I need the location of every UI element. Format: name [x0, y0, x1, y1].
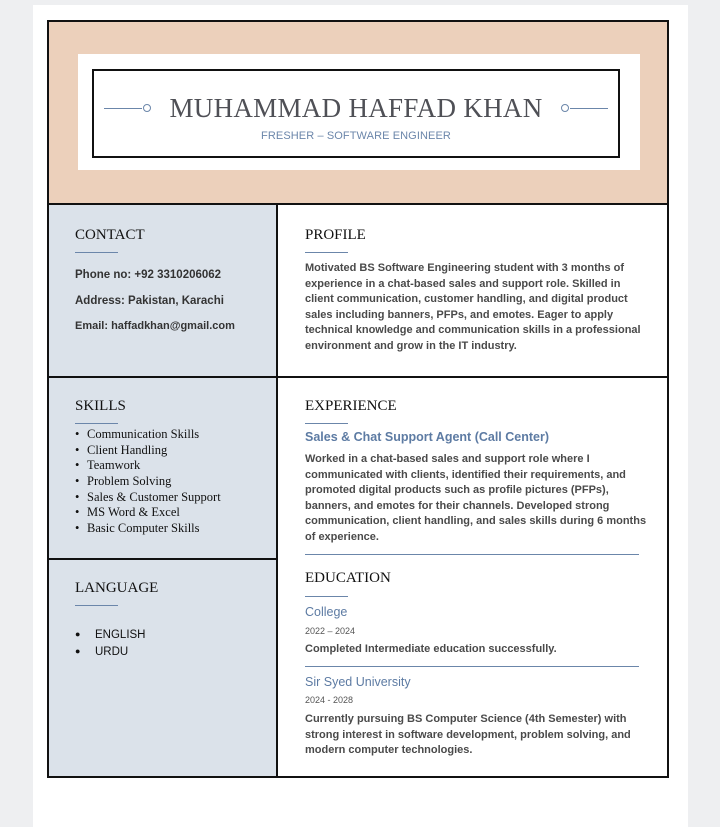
candidate-name: MUHAMMAD HAFFAD KHAN: [169, 93, 543, 123]
skill-item: • MS Word & Excel: [75, 505, 221, 521]
header-card: [78, 54, 640, 170]
education-school-dates: 2024 - 2028: [305, 695, 354, 705]
skill-item: • Teamwork: [75, 458, 221, 474]
resume-page: [33, 5, 688, 827]
education-title: EDUCATION: [305, 570, 391, 586]
education-title-rule: [305, 596, 348, 597]
contact-address: Address: Pakistan, Karachi: [75, 295, 224, 307]
experience-text: Worked in a chat-based sales and support role where I communicated with clients, identified their requirements, and promoted digital products such as profile pictures (PFPs), banners, and emotes for their channels. Developed strong communication, client handling, and sales skills during 6 months of experience.: [305, 453, 647, 543]
contact-email: Email: haffadkhan@gmail.com: [75, 320, 235, 332]
language-title-rule: [75, 605, 118, 606]
resume-frame: [47, 20, 669, 778]
education-school-dates: 2022 – 2024: [305, 626, 356, 636]
skills-title-rule: [75, 423, 118, 424]
skill-item: • Problem Solving: [75, 474, 221, 490]
name-frame: [92, 69, 620, 158]
education-divider: [305, 666, 639, 667]
experience-title: EXPERIENCE: [305, 398, 397, 414]
skill-item: • Communication Skills: [75, 427, 221, 443]
language-title: LANGUAGE: [75, 580, 159, 596]
skills-title: SKILLS: [75, 398, 126, 414]
name-right-line: [570, 108, 608, 109]
sidebar-divider-skills: [49, 558, 278, 560]
education-school-text: Completed Intermediate education successfully.: [305, 643, 557, 655]
skills-list: [75, 427, 221, 537]
education-school-name: College: [305, 605, 348, 619]
profile-text: Motivated BS Software Engineering student with 3 months of experience in a chat-based sales and support role. Skilled in client communication, customer handling, and digital product sales including banners, PFPs, and emotes. Eager to apply technical knowledge and communication skills in a professional environment and grow in the IT industry.: [305, 262, 641, 352]
education-school-text: Currently pursuing BS Computer Science (4th Semester) with strong interest in software development, problem solving, and modern computer technologies.: [305, 713, 631, 757]
sidebar-divider-contact: [49, 376, 278, 378]
profile-title: PROFILE: [305, 227, 366, 243]
language-item: ● URDU: [75, 643, 146, 660]
experience-title-rule: [305, 423, 348, 424]
header-band: [49, 22, 667, 205]
language-item: ● ENGLISH: [75, 626, 146, 643]
contact-phone: Phone no: +92 3310206062: [75, 269, 222, 281]
skill-item: • Basic Computer Skills: [75, 521, 221, 537]
language-list: [75, 626, 146, 660]
contact-title-rule: [75, 252, 118, 253]
candidate-subtitle: FRESHER – SOFTWARE ENGINEER: [261, 130, 451, 142]
name-right-dot: [561, 104, 569, 112]
education-school-name: Sir Syed University: [305, 675, 411, 689]
skill-item: • Sales & Customer Support: [75, 490, 221, 506]
job-title: Sales & Chat Support Agent (Call Center): [305, 430, 550, 444]
profile-title-rule: [305, 252, 348, 253]
experience-end-rule: [305, 554, 639, 555]
contact-title: CONTACT: [75, 227, 145, 243]
main-divider-profile: [278, 376, 667, 378]
skill-item: • Client Handling: [75, 443, 221, 459]
